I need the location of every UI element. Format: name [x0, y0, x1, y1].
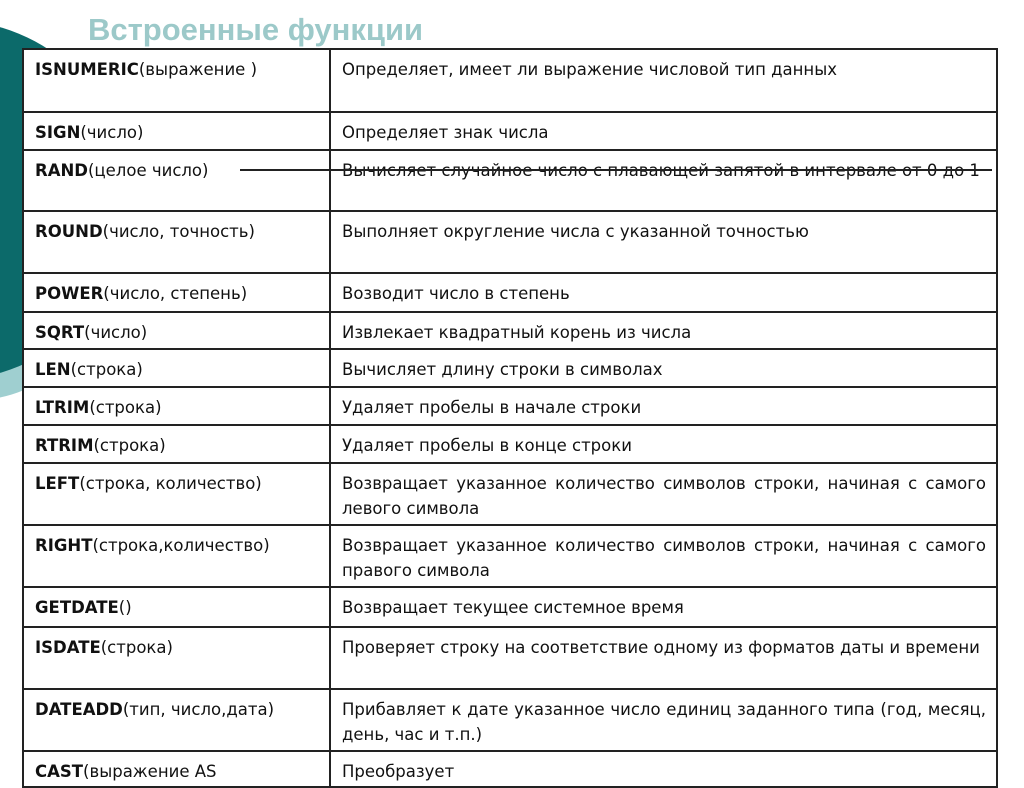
table-row: [23, 211, 997, 273]
function-args: (строка): [100, 638, 173, 657]
table-row: [23, 112, 997, 150]
function-name: POWER: [35, 284, 104, 303]
function-cell: [23, 425, 330, 463]
function-args: (выражение AS: [83, 762, 217, 781]
function-name: ISNUMERIC: [35, 60, 139, 79]
function-cell: [23, 463, 330, 525]
function-name: DATEADD: [35, 700, 123, 719]
function-args: (строка): [93, 436, 166, 455]
functions-table: [22, 48, 998, 788]
table-row: [23, 587, 997, 627]
table-row: [23, 525, 997, 587]
function-args: (целое число): [87, 161, 209, 180]
function-cell: [23, 525, 330, 587]
function-cell: [23, 49, 330, 112]
table-row: [23, 689, 997, 751]
function-name: RAND: [35, 161, 88, 180]
function-name: SQRT: [35, 323, 85, 342]
function-name: ISDATE: [35, 638, 101, 657]
table-row: [23, 751, 997, 787]
function-args: (строка, количество): [79, 474, 262, 493]
function-cell: [23, 211, 330, 273]
description-cell: Вычисляет длину строки в символах: [330, 349, 997, 387]
description-cell: Возвращает указанное количество символов строки, начиная с самого левого символа: [330, 463, 997, 525]
description-cell: [330, 150, 997, 211]
description-cell: Извлекает квадратный корень из числа: [330, 312, 997, 349]
description-cell: Возводит число в степень: [330, 273, 997, 312]
function-args: (выражение ): [138, 60, 258, 79]
strikethrough-line: [240, 169, 992, 171]
table-row: [23, 627, 997, 689]
function-args: (строка): [89, 398, 162, 417]
function-args: (число): [84, 323, 148, 342]
function-cell: [23, 349, 330, 387]
table-row: [23, 312, 997, 349]
description-cell: Удаляет пробелы в начале строки: [330, 387, 997, 425]
function-name: LEN: [35, 360, 71, 379]
description-cell: Определяет, имеет ли выражение числовой тип данных: [330, 49, 997, 112]
function-args: (число): [80, 123, 144, 142]
table-row: [23, 150, 997, 211]
table-row: [23, 49, 997, 112]
function-cell: [23, 627, 330, 689]
function-args: (число, точность): [102, 222, 255, 241]
function-cell: [23, 689, 330, 751]
function-args: (число, степень): [103, 284, 248, 303]
table-row: [23, 387, 997, 425]
slide-title: Встроенные функции: [88, 12, 424, 47]
function-name: GETDATE: [35, 598, 119, 617]
description-cell: Удаляет пробелы в конце строки: [330, 425, 997, 463]
function-name: RIGHT: [35, 536, 93, 555]
table-row: [23, 463, 997, 525]
table-row: [23, 349, 997, 387]
function-cell: [23, 587, 330, 627]
description-cell: Возвращает указанное количество символов строки, начиная с самого правого символа: [330, 525, 997, 587]
description-cell: Преобразует: [330, 751, 997, 787]
function-cell: [23, 273, 330, 312]
table-row: [23, 273, 997, 312]
function-cell: [23, 150, 330, 211]
function-args: (): [118, 598, 132, 617]
description-cell: Прибавляет к дате указанное число единиц заданного типа (год, месяц, день, час и т.п.): [330, 689, 997, 751]
function-name: LEFT: [35, 474, 80, 493]
function-cell: [23, 387, 330, 425]
description-cell: Определяет знак числа: [330, 112, 997, 150]
description-cell: Возвращает текущее системное время: [330, 587, 997, 627]
function-args: (строка,количество): [92, 536, 270, 555]
function-name: ROUND: [35, 222, 103, 241]
function-name: LTRIM: [35, 398, 90, 417]
function-args: (тип, число,дата): [122, 700, 275, 719]
function-cell: [23, 312, 330, 349]
function-cell: [23, 112, 330, 150]
function-name: SIGN: [35, 123, 81, 142]
function-args: (строка): [70, 360, 143, 379]
function-name: CAST: [35, 762, 84, 781]
description-cell: Выполняет округление числа с указанной точностью: [330, 211, 997, 273]
description-cell: Проверяет строку на соответствие одному из форматов даты и времени: [330, 627, 997, 689]
function-name: RTRIM: [35, 436, 94, 455]
function-cell: [23, 751, 330, 787]
table-row: [23, 425, 997, 463]
